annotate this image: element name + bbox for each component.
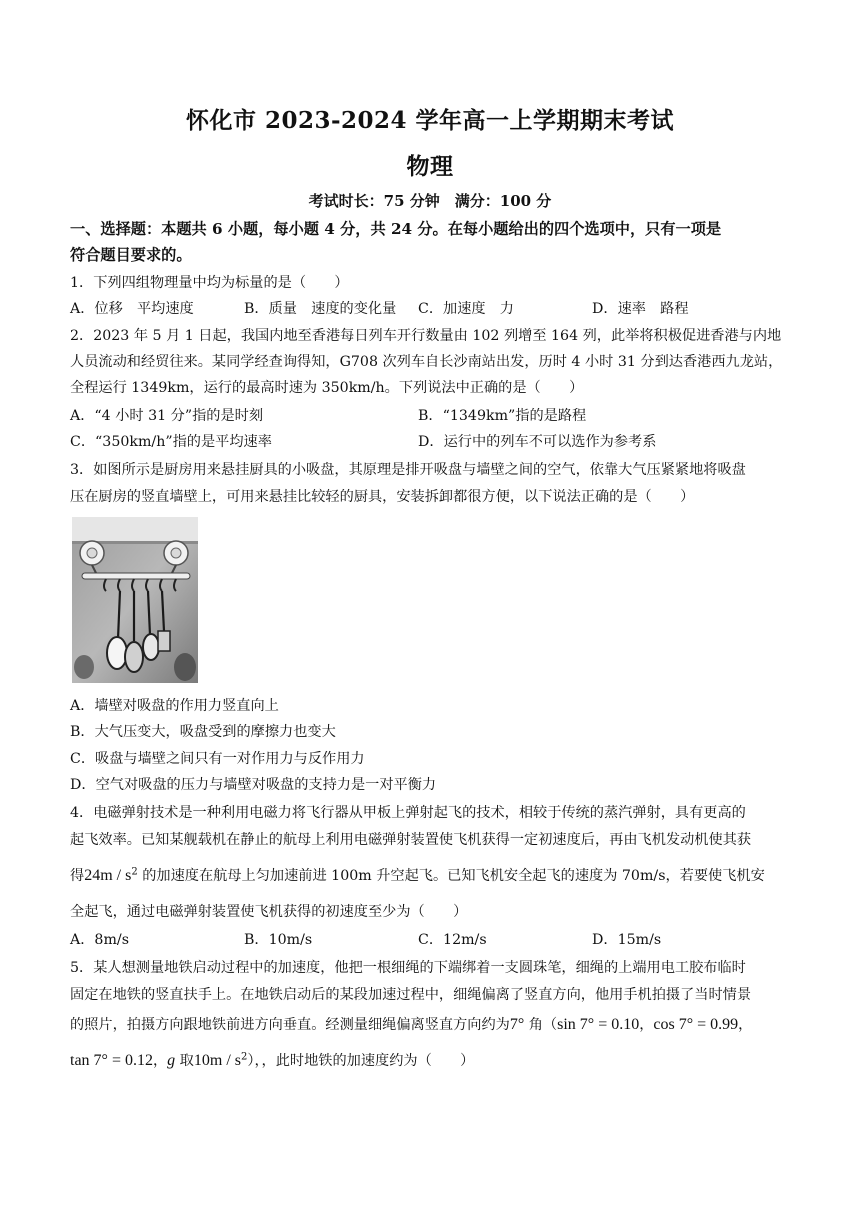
q5-line-3: 的照片，拍摄方向跟地铁前进方向垂直。经测量细绳偏离竖直方向约为7° 角（sin 7° = 0.10，cos 7° = 0.99， <box>70 1016 753 1033</box>
q4-option-d: D．15m/s <box>592 932 662 948</box>
q2-line-1: 2．2023 年 5 月 1 日起，我国内地至香港每日列车开行数量由 102 列增至 164 列，此举将积极促进香港与内地 <box>70 328 782 344</box>
section-heading-line2: 符合题目要求的。 <box>70 246 192 264</box>
subject-title: 物理 <box>406 153 454 180</box>
q3-line-1: 3．如图所示是厨房用来悬挂厨具的小吸盘，其原理是排开吸盘与墙壁之间的空气，依靠大气压紧紧地将吸盘 <box>70 462 746 478</box>
acceleration-value: 24m / s <box>84 867 132 884</box>
q5-line-1: 5．某人想测量地铁启动过程中的加速度，他把一根细绳的下端绑着一支圆珠笔，细绳的上端用电工胶布临时 <box>70 960 746 976</box>
section-heading-line1: 一、选择题：本题共 6 小题，每小题 4 分，共 24 分。在每小题给出的四个选项中，只有一项是 <box>70 220 722 238</box>
q2-line-3: 全程运行 1349km，运行的最高时速为 350km/h。下列说法中正确的是（ ） <box>70 380 584 396</box>
q4-line-2: 起飞效率。已知某舰载机在静止的航母上利用电磁弹射装置使飞机获得一定初速度后，再由飞机发动机使其获 <box>70 832 752 848</box>
q2-option-c: C．“350km/h”指的是平均速率 <box>70 434 272 450</box>
q2-line-2: 人员流动和经贸往来。某同学经查询得知，G708 次列车自长沙南站出发，历时 4 小时 31 分到达香港西九龙站， <box>70 354 783 370</box>
q1-option-c: C．加速度 力 <box>418 301 514 317</box>
q3-option-c: C．吸盘与墙壁之间只有一对作用力与反作用力 <box>70 751 365 767</box>
q4-option-a: A．8m/s <box>70 932 129 948</box>
gravity-value: 10m / s <box>193 1052 241 1069</box>
suction-hook-photo <box>72 517 198 683</box>
q3-option-d: D．空气对吸盘的压力与墙壁对吸盘的支持力是一对平衡力 <box>70 777 437 793</box>
q1-option-d: D．速率 路程 <box>592 301 689 317</box>
q4-option-b: B．10m/s <box>244 932 313 948</box>
q5-line-2: 固定在地铁的竖直扶手上。在地铁启动后的某段加速过程中，细绳偏离了竖直方向，他用手机拍摄了当时情景 <box>70 987 752 1003</box>
q2-option-b: B．“1349km”指的是路程 <box>418 408 587 424</box>
sin-value: sin 7° = 0.10 <box>557 1016 640 1033</box>
q2-option-a: A．“4 小时 31 分”指的是时刻 <box>70 408 264 424</box>
q5-line-4: tan 7° = 0.12，g 取$10m / s^2$），，此时地铁的加速度约为（ ） <box>70 1051 475 1069</box>
q1-stem: 1．下列四组物理量中均为标量的是（ ） <box>70 275 349 291</box>
q3-option-a: A．墙壁对吸盘的作用力竖直向上 <box>70 698 279 714</box>
q4-line-3: 得$24m / s^2$ 的加速度在航母上匀加速前进 100m 升空起飞。已知飞机安全起飞的速度为 70m/s，若要使飞机安 <box>70 866 765 884</box>
q3-option-b: B．大气压变大，吸盘受到的摩擦力也变大 <box>70 724 336 740</box>
q4-line-1: 4．电磁弹射技术是一种利用电磁力将飞行器从甲板上弹射起飞的技术，相较于传统的蒸汽弹射，具有更高的 <box>70 805 746 821</box>
q4-option-c: C．12m/s <box>418 932 487 948</box>
exam-info: 考试时长：75 分钟 满分：100 分 <box>308 192 552 210</box>
q2-option-d: D．运行中的列车不可以选作为参考系 <box>418 434 657 450</box>
exam-title: 怀化市 2023-2024 学年高一上学期期末考试 <box>185 107 675 134</box>
q1-option-b: B．质量 速度的变化量 <box>244 301 397 317</box>
cos-value: cos 7° = 0.99 <box>653 1016 739 1033</box>
tan-value: tan 7° = 0.12 <box>70 1052 153 1069</box>
q4-line-4: 全起飞，通过电磁弹射装置使飞机获得的初速度至少为（ ） <box>70 904 468 920</box>
q1-option-a: A．位移 平均速度 <box>70 301 194 317</box>
q3-line-2: 压在厨房的竖直墙壁上，可用来悬挂比较轻的厨具，安装拆卸都很方便，以下说法正确的是（ ） <box>70 489 695 505</box>
